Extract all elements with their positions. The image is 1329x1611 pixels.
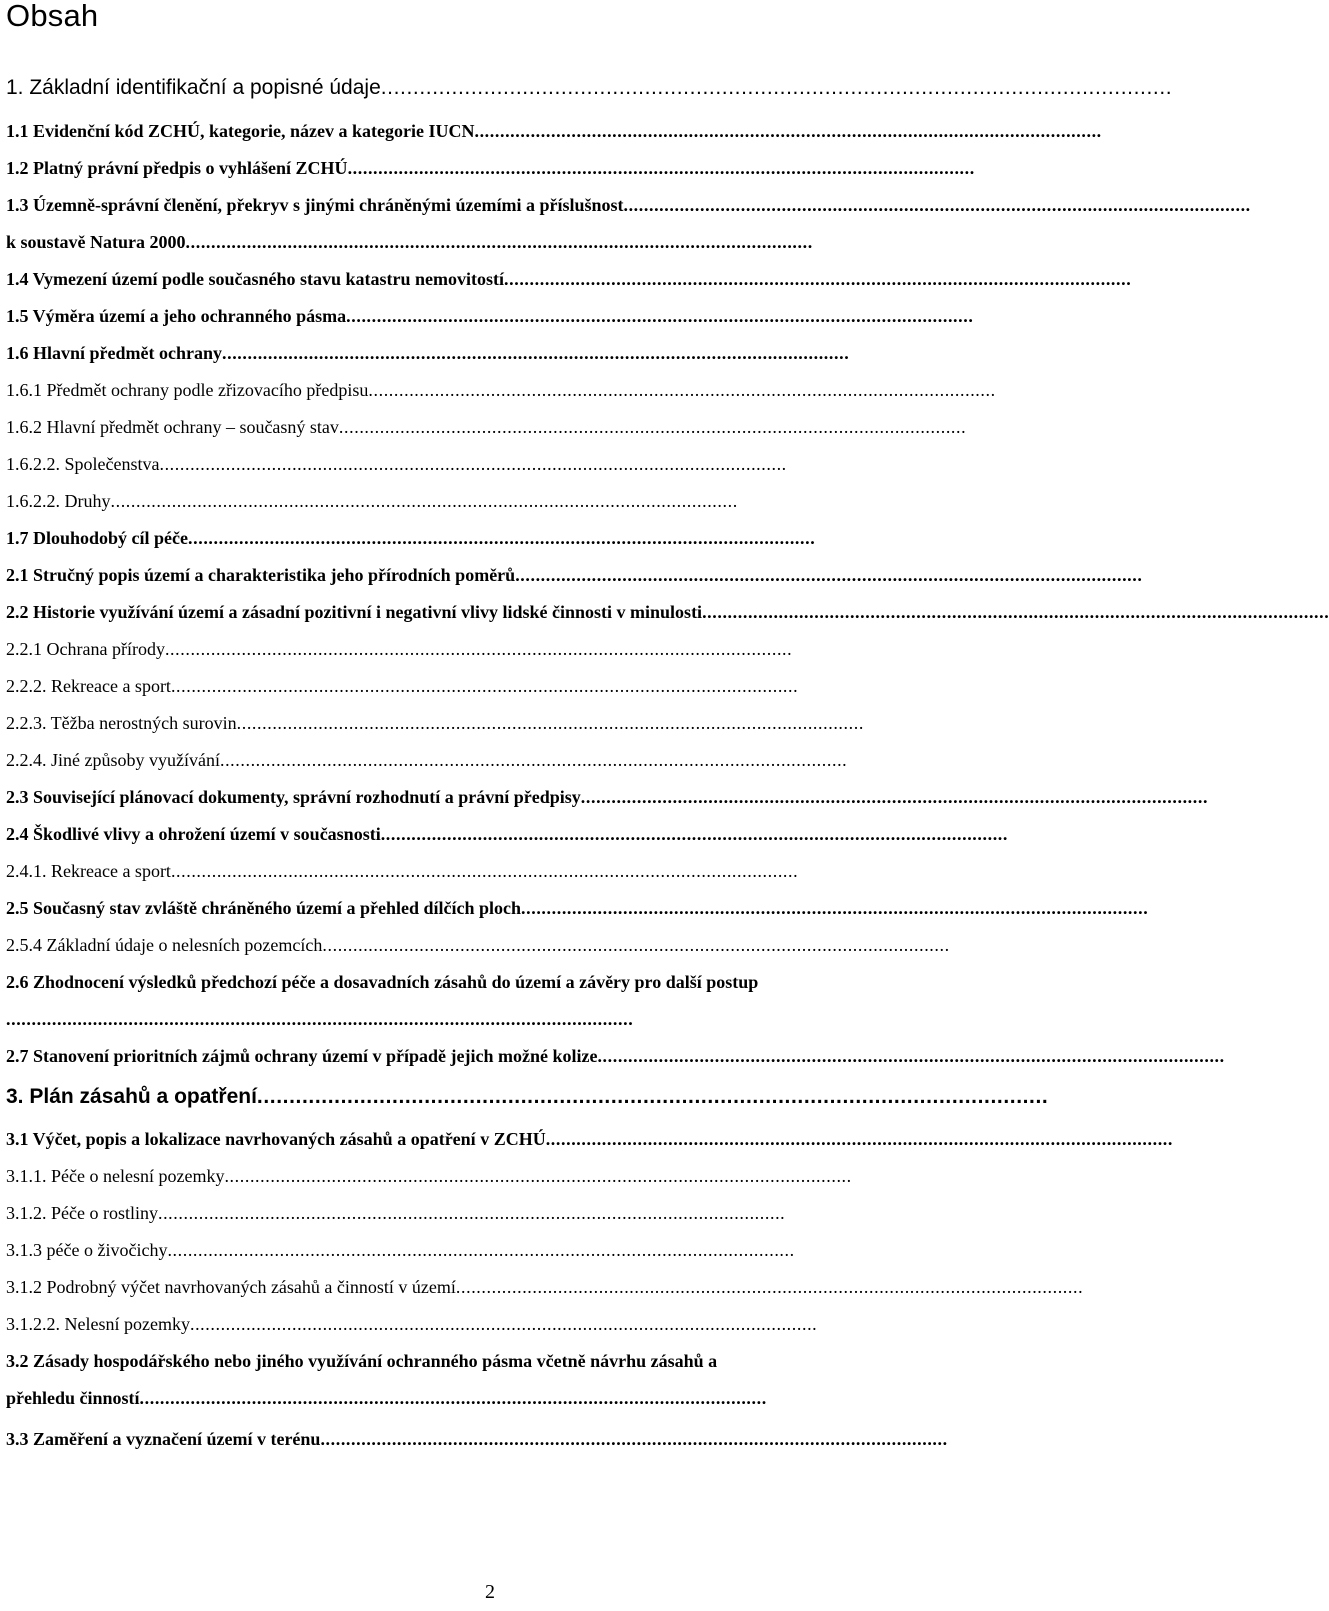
dot-leader: ........................................................................................................................... xyxy=(504,269,1132,289)
toc-entry-1-6-1 xyxy=(6,374,996,406)
toc-label: k soustavě Natura 2000 xyxy=(6,232,186,252)
dot-leader: ........................................................................................................................... xyxy=(455,1277,1084,1297)
toc-entry-2-6 xyxy=(6,966,931,998)
dot-leader: ........................................................................................................................... xyxy=(170,676,799,696)
toc-label: 3.1.1. Péče o nelesní pozemky xyxy=(6,1166,225,1186)
toc-entry-3-1-3 xyxy=(6,1234,931,1266)
toc-label: 2.2.2. Rekreace a sport xyxy=(6,676,171,696)
toc-entry-2-4-1 xyxy=(6,855,931,887)
toc-label: 3.1.2. Péče o rostliny xyxy=(6,1203,158,1223)
toc-label: 2.2.3. Těžba nerostných surovin xyxy=(6,713,237,733)
dot-leader: ........................................................................................................................... xyxy=(256,1085,1049,1108)
toc-entry-2-6-continued xyxy=(6,1003,931,1035)
toc-label: 3.1.2.2. Nelesní pozemky xyxy=(6,1314,190,1334)
dot-leader: ........................................................................................................................... xyxy=(167,1240,795,1260)
dot-leader: ........................................................................................................................... xyxy=(188,528,816,548)
toc-label: 2.5.4 Základní údaje o nelesních pozemcích xyxy=(6,935,323,955)
dot-leader: ........................................................................................................................... xyxy=(623,195,1251,215)
dot-leader: ........................................................................................................................... xyxy=(347,158,975,178)
toc-label: 1.6.2.2. Druhy xyxy=(6,491,111,511)
toc-entry-3-2 xyxy=(6,1345,931,1377)
toc-entry-2-2 xyxy=(6,596,1329,628)
toc-label: 3. Plán zásahů a opatření xyxy=(6,1085,257,1108)
toc-label: 1.6.1 Předmět ochrany podle zřizovacího předpisu xyxy=(6,380,369,400)
toc-label: 1.1 Evidenční kód ZCHÚ, kategorie, název a kategorie IUCN xyxy=(6,121,475,141)
toc-entry-1 xyxy=(6,72,1173,104)
dot-leader: ........................................................................................................................... xyxy=(322,935,950,955)
toc-label: 1.7 Dlouhodobý cíl péče xyxy=(6,528,189,548)
toc-entry-1-1 xyxy=(6,115,1102,147)
dot-leader: ........................................................................................................................... xyxy=(368,380,996,400)
toc-entry-3 xyxy=(6,1081,1049,1113)
toc-entry-2-2-3 xyxy=(6,707,931,739)
dot-leader: ........................................................................................................................... xyxy=(521,898,1149,918)
toc-entry-2-5 xyxy=(6,892,1149,924)
toc-entry-3-1-1 xyxy=(6,1160,931,1192)
toc-entry-2-2-2 xyxy=(6,670,931,702)
toc-label: 3.1.3 péče o živočichy xyxy=(6,1240,168,1260)
toc-label: 2.4 Škodlivé vlivy a ohrožení území v současnosti xyxy=(6,824,381,844)
toc-label: 3.1 Výčet, popis a lokalizace navrhovaných zásahů a opatření v ZCHÚ xyxy=(6,1129,546,1149)
toc-label: 1. Základní identifikační a popisné údaje xyxy=(6,76,381,99)
toc-label: 2.2 Historie využívání území a zásadní pozitivní i negativní vlivy lidské činnosti v minulosti xyxy=(6,602,703,622)
toc-entry-3-1-2-2 xyxy=(6,1308,931,1340)
toc-label: 2.1 Stručný popis území a charakteristika jeho přírodních poměrů xyxy=(6,565,516,585)
toc-label: 3.1.2 Podrobný výčet navrhovaných zásahů a činností v území xyxy=(6,1277,456,1297)
dot-leader: ........................................................................................................................... xyxy=(320,1429,948,1449)
toc-entry-2-7 xyxy=(6,1040,1225,1072)
toc-label: 1.5 Výměra území a jeho ochranného pásma xyxy=(6,306,347,326)
toc-entry-2-2-1 xyxy=(6,633,931,665)
toc-entry-druhy xyxy=(6,485,931,517)
toc-entry-natura xyxy=(6,226,931,258)
toc-label: 2.4.1. Rekreace a sport xyxy=(6,861,171,881)
dot-leader: ........................................................................................................................... xyxy=(222,343,850,363)
dot-leader: ........................................................................................................................... xyxy=(338,417,967,437)
dot-leader: ........................................................................................................................... xyxy=(219,750,848,770)
toc-entry-1-6-2 xyxy=(6,411,967,443)
dot-leader: ........................................................................................................................... xyxy=(545,1129,1174,1149)
toc-label: 3.2 Zásady hospodářského nebo jiného využívání ochranného pásma včetně návrhu zásahů a xyxy=(6,1351,718,1371)
dot-leader: ........................................................................................................................... xyxy=(6,1009,634,1029)
toc-entry-2-1 xyxy=(6,559,1143,591)
dot-leader: ........................................................................................................................... xyxy=(189,1314,818,1334)
dot-leader: ........................................................................................................................... xyxy=(580,787,1209,807)
toc-entry-2-5-4 xyxy=(6,929,950,961)
dot-leader: ........................................................................................................................... xyxy=(224,1166,852,1186)
dot-leader: ........................................................................................................................... xyxy=(702,602,1329,622)
dot-leader: ........................................................................................................................... xyxy=(380,76,1173,99)
toc-label: 2.2.1 Ochrana přírody xyxy=(6,639,165,659)
toc-label: 2.6 Zhodnocení výsledků předchozí péče a dosavadních zásahů do území a závěry pro další postup xyxy=(6,972,759,992)
toc-entry-1-7 xyxy=(6,522,931,554)
toc-entry-1-4 xyxy=(6,263,1132,295)
toc-entry-1-3 xyxy=(6,189,1251,221)
dot-leader: ........................................................................................................................... xyxy=(236,713,864,733)
dot-leader: ........................................................................................................................... xyxy=(170,861,799,881)
toc-entry-1-2 xyxy=(6,152,975,184)
toc-label: 1.4 Vymezení území podle současného stavu katastru nemovitostí xyxy=(6,269,505,289)
toc-label: 2.2.4. Jiné způsoby využívání xyxy=(6,750,220,770)
toc-entry-3-2-continued xyxy=(6,1382,931,1414)
dot-leader: ........................................................................................................................... xyxy=(164,639,793,659)
toc-label: 2.7 Stanovení prioritních zájmů ochrany území v případě jejich možné kolize xyxy=(6,1046,598,1066)
toc-label: 2.3 Související plánovací dokumenty, správní rozhodnutí a právní předpisy xyxy=(6,787,581,807)
dot-leader: ........................................................................................................................... xyxy=(139,1388,767,1408)
toc-label: 1.3 Územně-správní členění, překryv s jinými chráněnými územími a příslušnost xyxy=(6,195,624,215)
toc-label: přehledu činností xyxy=(6,1388,140,1408)
dot-leader: ........................................................................................................................... xyxy=(346,306,974,326)
toc-entry-3-3 xyxy=(6,1423,948,1455)
toc-label: 1.6.2.2. Společenstva xyxy=(6,454,160,474)
dot-leader: ........................................................................................................................... xyxy=(110,491,738,511)
toc-entry-2-2-4 xyxy=(6,744,931,776)
toc-label: 1.6.2 Hlavní předmět ochrany – současný stav xyxy=(6,417,339,437)
toc-entry-2-3 xyxy=(6,781,1209,813)
toc-label: 1.6 Hlavní předmět ochrany xyxy=(6,343,222,363)
dot-leader: ........................................................................................................................... xyxy=(185,232,813,252)
dot-leader: ........................................................................................................................... xyxy=(380,824,1009,844)
toc-entry-2-4 xyxy=(6,818,1009,850)
page-number: 2 xyxy=(485,1581,495,1603)
dot-leader: ........................................................................................................................... xyxy=(515,565,1143,585)
dot-leader: ........................................................................................................................... xyxy=(597,1046,1225,1066)
toc-entry-1-5 xyxy=(6,300,974,332)
toc-entry-3-1-2 xyxy=(6,1197,931,1229)
dot-leader: ........................................................................................................................... xyxy=(474,121,1102,141)
dot-leader: ........................................................................................................................... xyxy=(157,1203,786,1223)
toc-entry-3-1 xyxy=(6,1123,1174,1155)
toc-entry-spolecenstva xyxy=(6,448,931,480)
toc-label: 3.3 Zaměření a vyznačení území v terénu xyxy=(6,1429,321,1449)
toc-entry-3-1-2-detail xyxy=(6,1271,1084,1303)
toc-entry-1-6 xyxy=(6,337,931,369)
dot-leader: ........................................................................................................................... xyxy=(159,454,787,474)
toc-label: 1.2 Platný právní předpis o vyhlášení ZCHÚ xyxy=(6,158,348,178)
toc-label: 2.5 Současný stav zvláště chráněného území a přehled dílčích ploch xyxy=(6,898,522,918)
page-title: Obsah xyxy=(6,0,99,33)
